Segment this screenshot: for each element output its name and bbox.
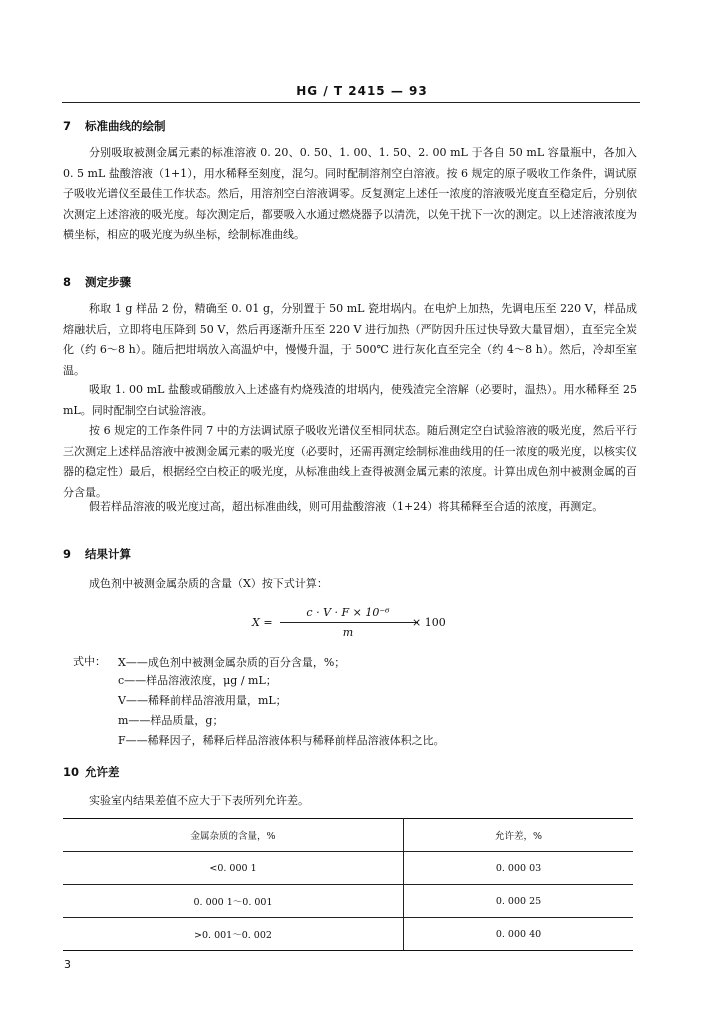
section-9-label: 结果计算	[85, 547, 131, 561]
formula-numerator: c · V · F × 10⁻⁶	[306, 606, 390, 619]
section-10-paragraph: 实验室内结果差值不应大于下表所列允许差。	[89, 794, 309, 807]
table-row	[63, 852, 633, 885]
definition-c: c——样品溶液浓度，μg / mL；	[118, 674, 277, 687]
section-8-number: 8	[63, 275, 72, 289]
table-cell-allowance: 0. 000 03	[404, 852, 634, 885]
section-10-title	[63, 764, 120, 780]
table-header-row	[63, 819, 633, 852]
section-10-label: 允许差	[85, 765, 120, 779]
section-8-paragraph-2: 吸取 1. 00 mL 盐酸或硝酸放入上述盛有灼烧残渣的坩埚内，使残渣完全溶解（必要时，温热）。用水稀释至 25 mL。同时配制空白试验溶液。	[63, 383, 637, 417]
section-7-paragraph: 分别吸取被测金属元素的标准溶液 0. 20、0. 50、1. 00、1. 50、2. 00 mL 于各自 50 mL 容量瓶中，各加入 0. 5 mL 盐酸溶液（1+1），用水稀释至刻度，混匀。同时配制溶剂空白溶液。按 6 规定的原子吸收工作条件，调试原子吸收光谱仪至最佳工作状态。然后，用溶剂空白溶液调零。反复测定上述任一浓度的溶液吸光度直至稳定后，分别依次测定上述溶液的吸光度。每次测定后，都要吸入水通过燃烧器予以清洗，以免干扰下一次的测定。以上述溶液浓度为横坐标，相应的吸光度为纵坐标，绘制标准曲线。	[63, 146, 637, 241]
section-7-number: 7	[63, 119, 72, 133]
section-10-number: 10	[63, 765, 80, 779]
table-cell-content: >0. 001～0. 002	[63, 918, 404, 951]
table-cell-allowance: 0. 000 25	[404, 885, 634, 918]
table-row	[63, 885, 633, 918]
table-header-allowance: 允许差，%	[404, 819, 634, 852]
header-rule	[62, 102, 640, 103]
definitions-intro: 式中：	[73, 655, 106, 668]
result-formula	[250, 606, 470, 640]
allowable-difference-table	[63, 818, 633, 951]
section-9-title	[63, 546, 131, 562]
section-7-label: 标准曲线的绘制	[85, 119, 166, 133]
section-7-title	[63, 118, 166, 134]
section-9-number: 9	[63, 547, 72, 561]
table-row	[63, 918, 633, 951]
page-number: 3	[64, 958, 71, 971]
section-8-paragraph-1: 称取 1 g 样品 2 份，精确至 0. 01 g，分别置于 50 mL 瓷坩埚内。在电炉上加热，先调电压至 220 V，样品成熔融状后，立即将电压降到 50 V，然后再逐渐升压至 220 V 进行加热（严防因升压过快导致大量冒烟），直至完全炭化（约 6～8 h）。随后把坩埚放入高温炉中，慢慢升温，于 500℃ 进行灰化直至完全（约 4～8 h）。然后，冷却至室温。	[63, 302, 637, 377]
formula-rhs: × 100	[412, 616, 446, 629]
section-8-title	[63, 274, 131, 290]
definition-m: m——样品质量，g；	[118, 714, 224, 727]
formula-denominator: m	[342, 626, 354, 639]
section-8-paragraph-3: 按 6 规定的工作条件同 7 中的方法调试原子吸收光谱仪至相同状态。随后测定空白试验溶液的吸光度，然后平行三次测定上述样品溶液中被测金属元素的吸光度（必要时，还需再测定绘制标准曲线用的任一浓度的吸光度，以核实仪器的稳定性）最后，根据经空白校正的吸光度，从标准曲线上查得被测金属元素的浓度。计算出成色剂中被测金属的百分含量。	[63, 424, 637, 499]
table-cell-allowance: 0. 000 40	[404, 918, 634, 951]
formula-fraction-line	[280, 622, 418, 623]
definition-v: V——稀释前样品溶液用量，mL；	[118, 694, 287, 707]
table-cell-content: 0. 000 1～0. 001	[63, 885, 404, 918]
table-cell-content: <0. 000 1	[63, 852, 404, 885]
formula-lhs: X =	[252, 616, 273, 629]
standard-code-header: HG / T 2415 — 93	[296, 84, 428, 98]
definition-x: X——成色剂中被测金属杂质的百分含量，%；	[118, 656, 346, 669]
section-8-paragraph-4: 假若样品溶液的吸光度过高，超出标准曲线，则可用盐酸溶液（1+24）将其稀释至合适的浓度，再测定。	[89, 500, 604, 513]
section-8-label: 测定步骤	[85, 275, 131, 289]
table-header-content: 金属杂质的含量，%	[63, 819, 404, 852]
section-9-paragraph: 成色剂中被测金属杂质的含量（X）按下式计算：	[89, 577, 328, 590]
definition-f: F——稀释因子，稀释后样品溶液体积与稀释前样品溶液体积之比。	[118, 734, 445, 747]
